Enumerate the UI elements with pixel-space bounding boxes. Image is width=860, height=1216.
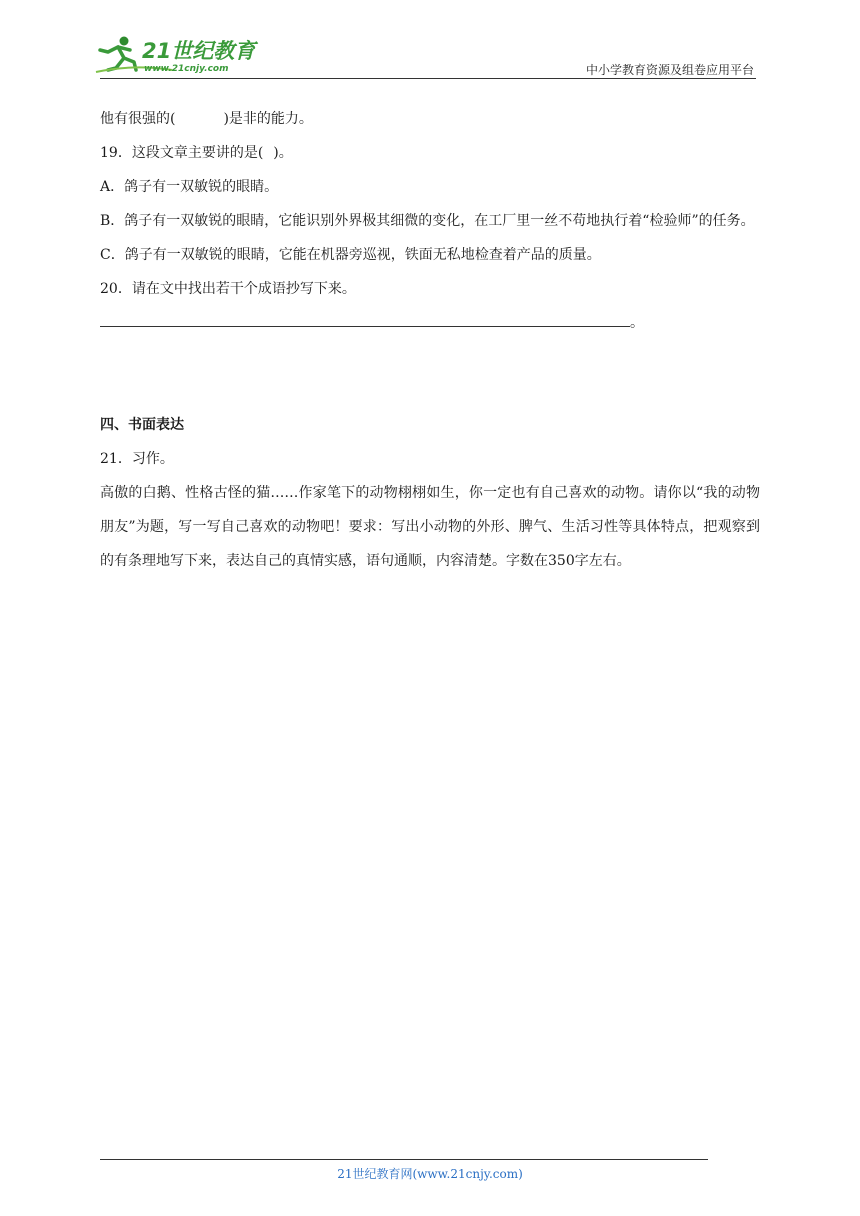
footer-divider bbox=[100, 1159, 708, 1160]
site-logo bbox=[94, 34, 264, 76]
question-21-stem: 21．习作。 bbox=[100, 451, 174, 467]
spacer bbox=[100, 340, 760, 408]
question-19-option-c: C．鸽子有一双敏锐的眼睛，它能在机器旁巡视，铁面无私地检查着产品的质量。 bbox=[100, 247, 601, 263]
runner-logo-icon bbox=[94, 34, 264, 76]
answer-line[interactable] bbox=[100, 308, 630, 327]
page-header bbox=[0, 0, 860, 80]
header-divider bbox=[100, 78, 756, 79]
svg-text:21世纪教育: 21世纪教育 bbox=[142, 39, 256, 63]
section-title: 四、书面表达 bbox=[100, 417, 184, 433]
previous-question-tail: 他有很强的( )是非的能力。 bbox=[100, 111, 313, 127]
question-19-option-b: B．鸽子有一双敏锐的眼睛，它能识别外界极其细微的变化，在工厂里一丝不苟地执行着“检验师”的任务。 bbox=[100, 213, 755, 229]
svg-text:www.21cnjy.com: www.21cnjy.com bbox=[144, 64, 229, 74]
question-19-option-a: A．鸽子有一双敏锐的眼睛。 bbox=[100, 179, 279, 195]
question-19-stem: 19．这段文章主要讲的是( )。 bbox=[100, 145, 293, 161]
document-body bbox=[100, 102, 760, 578]
question-20-answer: 。 bbox=[100, 306, 760, 340]
page-footer: 21世纪教育网(www.21cnjy.com) bbox=[337, 1167, 523, 1181]
question-21-prompt: 高傲的白鹅、性格古怪的猫……作家笔下的动物栩栩如生，你一定也有自己喜欢的动物。请你以“我的动物朋友”为题，写一写自己喜欢的动物吧！要求：写出小动物的外形、脾气、生活习性等具体特点，把观察到的有条理地写下来，表达自己的真情实感，语句通顺，内容清楚。字数在350字左右。 bbox=[100, 485, 760, 569]
question-20-stem: 20．请在文中找出若干个成语抄写下来。 bbox=[100, 281, 356, 297]
platform-name: 中小学教育资源及组卷应用平台 bbox=[585, 63, 754, 77]
